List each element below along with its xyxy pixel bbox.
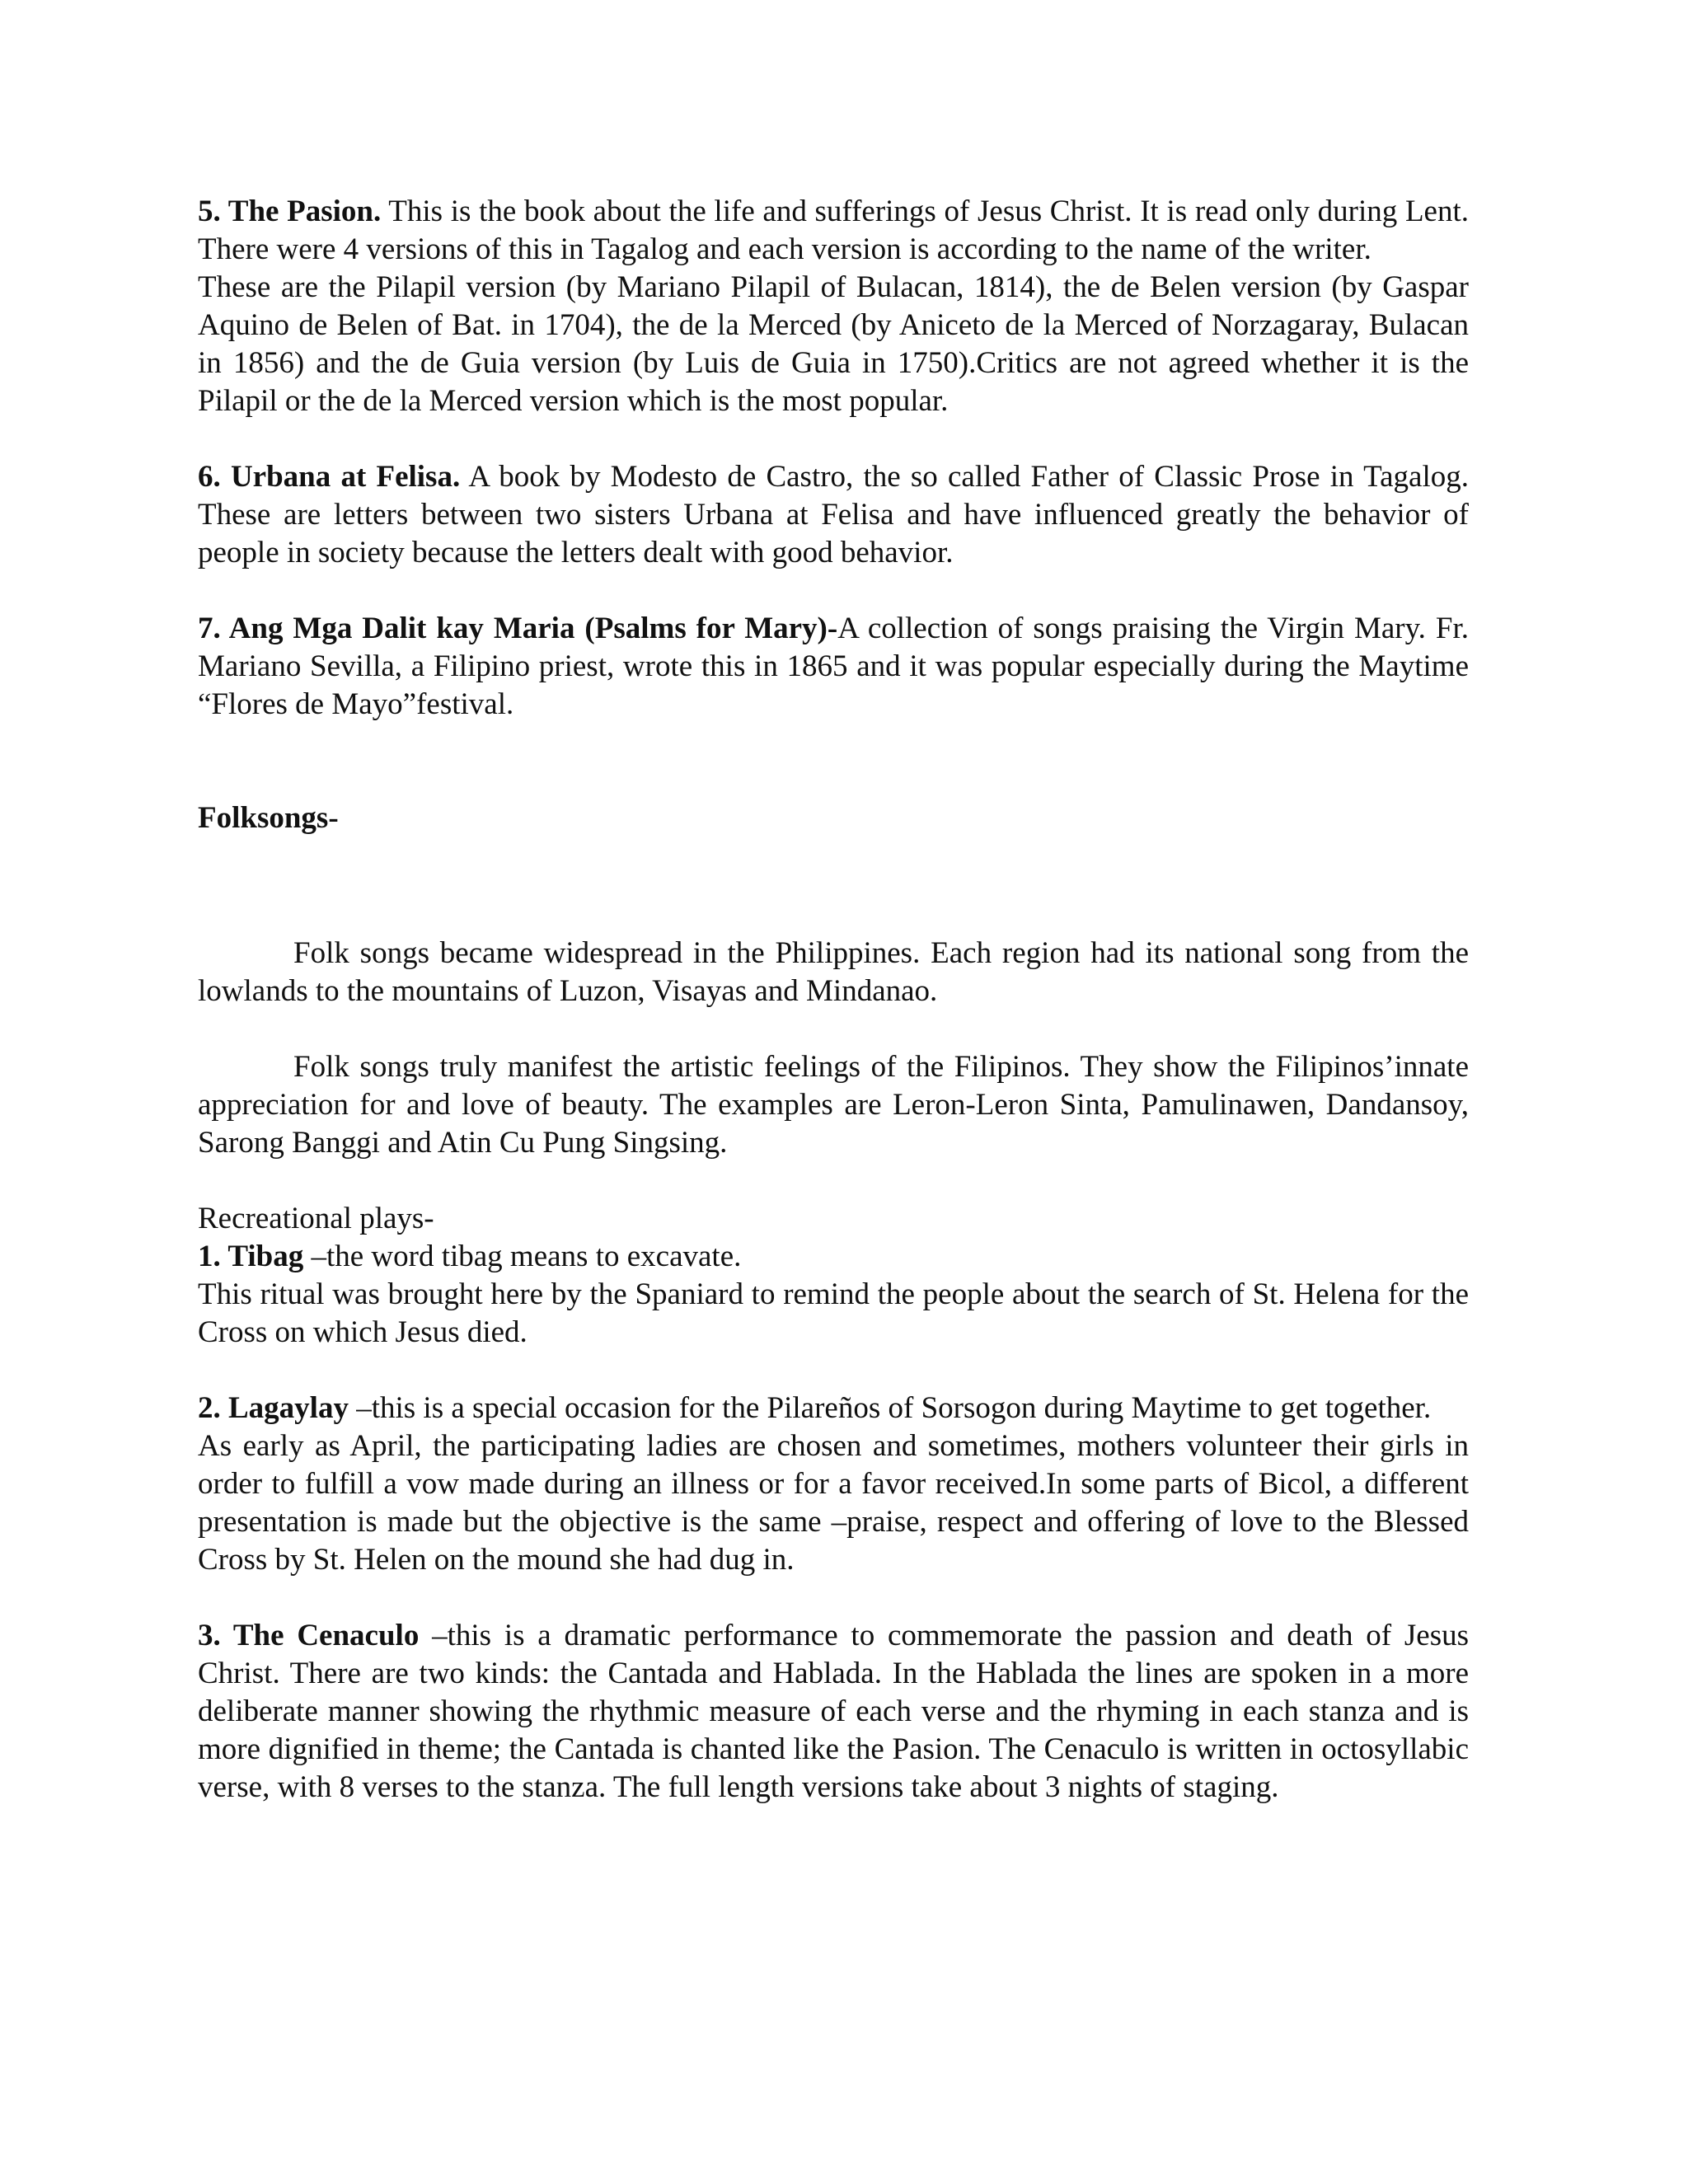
cenaculo-title: 3. The Cenaculo	[198, 1619, 420, 1652]
pasion-paragraph	[198, 193, 1469, 269]
recreational-heading: Recreational plays-	[198, 1202, 434, 1235]
dalit-title: 7. Ang Mga Dalit kay Maria (Psalms for Mary)-	[198, 612, 838, 645]
pasion-versions-paragraph: These are the Pilapil version (by Mariano Pilapil of Bulacan, 1814), the de Belen version (by Gaspar Aquino de Belen of Bat. in 1704), the de la Merced (by Aniceto de la Merced of Norzagaray, Bulacan in 1856) and the de Guia version (by Luis de Guia in 1750).Critics are not agreed whether it is the Pilapil or the de la Merced version which is the most popular.	[198, 270, 1469, 418]
cenaculo-text: –this is a dramatic performance to commemorate the passion and death of Jesus Christ. There are two kinds: the Cantada and Hablada. In the Hablada the lines are spoken in a more deliberate manner showing the rhythmic measure of each verse and the rhyming in each stanza and is more dignified in theme; the Cantada is chanted like the Pasion. The Cenaculo is written in octosyllabic verse, with 8 verses to the stanza. The full length versions take about 3 nights of staging.	[198, 1619, 1469, 1804]
lagaylay-title: 2. Lagaylay	[198, 1391, 349, 1425]
dalit-text: A collection of songs praising the Virgin Mary. Fr. Mariano Sevilla, a Filipino priest, wrote this in 1865 and it was popular especially during the Maytime “Flores de Mayo”festival.	[198, 612, 1469, 721]
tibag-text: –the word tibag means to excavate.	[303, 1240, 742, 1273]
pasion-title: 5. The Pasion.	[198, 194, 382, 228]
cenaculo-paragraph	[198, 1617, 1469, 1807]
dalit-paragraph	[198, 610, 1469, 724]
tibag-paragraph	[198, 1238, 1469, 1276]
pasion-text: This is the book about the life and sufferings of Jesus Christ. It is read only during Lent. There were 4 versions of this in Tagalog and each version is according to the name of the writer.	[198, 194, 1470, 266]
folksongs-paragraph-2: Folk songs truly manifest the artistic feelings of the Filipinos. They show the Filipinos’innate appreciation for and love of beauty. The examples are Leron-Leron Sinta, Pamulinawen, Dandansoy, Sarong Banggi and Atin Cu Pung Singsing.	[198, 1050, 1469, 1160]
urbana-title: 6. Urbana at Felisa.	[198, 460, 461, 494]
document-body	[198, 193, 1469, 1807]
urbana-text: A book by Modesto de Castro, the so called Father of Classic Prose in Tagalog. These are letters between two sisters Urbana at Felisa and have influenced greatly the behavior of people in society because the letters dealt with good behavior.	[198, 460, 1469, 569]
tibag-title: 1. Tibag	[198, 1240, 304, 1273]
lagaylay-detail: As early as April, the participating ladies are chosen and sometimes, mothers volunteer their girls in order to fulfill a vow made during an illness or for a favor received.In some parts of Bicol, a different presentation is made but the objective is the same –praise, respect and offering of love to the Blessed Cross by St. Helen on the mound she had dug in.	[198, 1429, 1469, 1577]
lagaylay-text: –this is a special occasion for the Pilareños of Sorsogon during Maytime to get together.	[348, 1391, 1432, 1425]
urbana-paragraph	[198, 458, 1469, 572]
folksongs-paragraph-1: Folk songs became widespread in the Philippines. Each region had its national song from the lowlands to the mountains of Luzon, Visayas and Mindanao.	[198, 936, 1469, 1008]
tibag-detail: This ritual was brought here by the Spaniard to remind the people about the search of St. Helena for the Cross on which Jesus died.	[198, 1277, 1469, 1349]
lagaylay-paragraph	[198, 1390, 1469, 1427]
folksongs-heading: Folksongs-	[198, 801, 339, 835]
